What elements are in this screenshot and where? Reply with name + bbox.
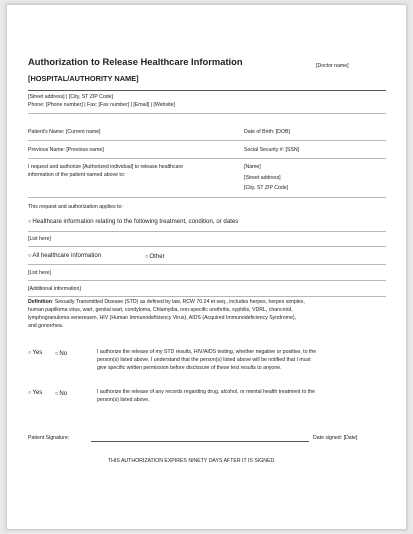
hospital-name: [HOSPITAL/AUTHORITY NAME] <box>28 74 139 83</box>
consent2-line2: person(s) listed above. <box>97 397 150 403</box>
option-treatment[interactable] <box>28 218 238 226</box>
radio-icon[interactable]: ○ <box>28 219 32 225</box>
divider <box>28 158 386 159</box>
radio-icon[interactable]: ○ <box>55 351 59 357</box>
address-line: [Street address] | [City, ST ZIP Code] <box>28 94 113 100</box>
form-title: Authorization to Release Healthcare Information <box>28 56 243 67</box>
previous-name-field[interactable]: Previous Name: [Previous name] <box>28 147 104 153</box>
recipient-name[interactable]: [Name] <box>244 164 261 170</box>
definition-line3: lymphogranuloma venereuem, HIV (Human Immunodeficiency Virus), AIDS (Acquired Immunodeficiency Syndrome), <box>28 315 297 321</box>
patient-name-field[interactable]: Patient's Name: [Current name] <box>28 129 101 135</box>
radio-icon[interactable]: ○ <box>28 350 32 356</box>
expiration-notice: THIS AUTHORIZATION EXPIRES NINETY DAYS AFTER IT IS SIGNED. <box>108 458 276 464</box>
option-treatment-label: Healthcare information relating to the following treatment, condition, or dates <box>32 218 239 225</box>
additional-info-field[interactable]: [Additional information] <box>28 286 81 292</box>
option-other[interactable] <box>145 253 165 261</box>
document-page <box>6 4 407 530</box>
definition-line4: and gonorrhea. <box>28 323 64 329</box>
option-all-label: All healthcare information <box>32 252 102 259</box>
recipient-street[interactable]: [Street address] <box>244 175 281 181</box>
consent1-line2: person(s) listed above. I understand that the person(s) listed above will be notified that I must <box>97 357 311 363</box>
consent1-line1: I authorize the release of my STD results, HIV/AIDS testing, whether negative or positive, to the <box>97 349 317 355</box>
signature-label: Patient Signature: <box>28 435 70 441</box>
radio-icon[interactable]: ○ <box>28 390 32 396</box>
radio-icon[interactable]: ○ <box>55 391 59 397</box>
request-text-line2: information of the patient named above to: <box>28 172 126 178</box>
header-divider <box>28 90 386 91</box>
dob-field[interactable]: Date of Birth: [DOB] <box>244 129 290 135</box>
divider <box>28 296 386 297</box>
divider <box>28 140 386 141</box>
divider <box>28 264 386 265</box>
request-text-line1: I request and authorize [Authorized individual] to release healthcare <box>28 164 184 170</box>
consent1-line3: give specific written permission before disclosure of these test results to anyone. <box>97 365 282 371</box>
list-field-1[interactable]: [List here] <box>28 236 51 242</box>
consent1-yes[interactable]: ○Yes <box>28 349 43 356</box>
option-other-label: Other <box>149 253 165 260</box>
divider <box>28 231 386 232</box>
date-signed-field[interactable]: Date signed: [Date] <box>313 435 358 441</box>
list-field-2[interactable]: [List here] <box>28 270 51 276</box>
radio-icon[interactable]: ○ <box>28 253 32 259</box>
signature-line[interactable] <box>91 441 309 442</box>
option-all[interactable] <box>28 252 101 260</box>
consent2-line1: I authorize the release of any records regarding drug, alcohol, or mental health treatment to the <box>97 389 316 395</box>
definition-label: Definition <box>28 299 52 305</box>
recipient-city[interactable]: [City, ST ZIP Code] <box>244 185 289 191</box>
consent1-no[interactable]: ○No <box>55 350 68 357</box>
radio-icon[interactable]: ○ <box>145 254 149 260</box>
doctor-name: [Doctor name] <box>316 63 349 69</box>
divider <box>28 197 386 198</box>
contact-line: Phone: [Phone number] | Fax: [Fax number] | [Email] | [Website] <box>28 102 175 108</box>
divider <box>28 246 386 247</box>
consent2-no[interactable]: ○No <box>55 390 68 397</box>
consent2-yes[interactable]: ○Yes <box>28 389 43 396</box>
definition-line1: Definition: Sexually Transmitted Disease (STD) as defined by law, RCW 70.24 et seq., includes herpes, herpes simplex, <box>28 299 305 305</box>
applies-intro: This request and authorization applies to: <box>28 204 123 210</box>
definition-line2: human papilloma virus, wart, genital wart, condyloma, Chlamydia, non-specific urethritis, syphilis, VDRL, chancroid, <box>28 307 293 313</box>
divider <box>28 113 386 114</box>
ssn-field[interactable]: Social Security #: [SSN] <box>244 147 300 153</box>
divider <box>28 280 386 281</box>
